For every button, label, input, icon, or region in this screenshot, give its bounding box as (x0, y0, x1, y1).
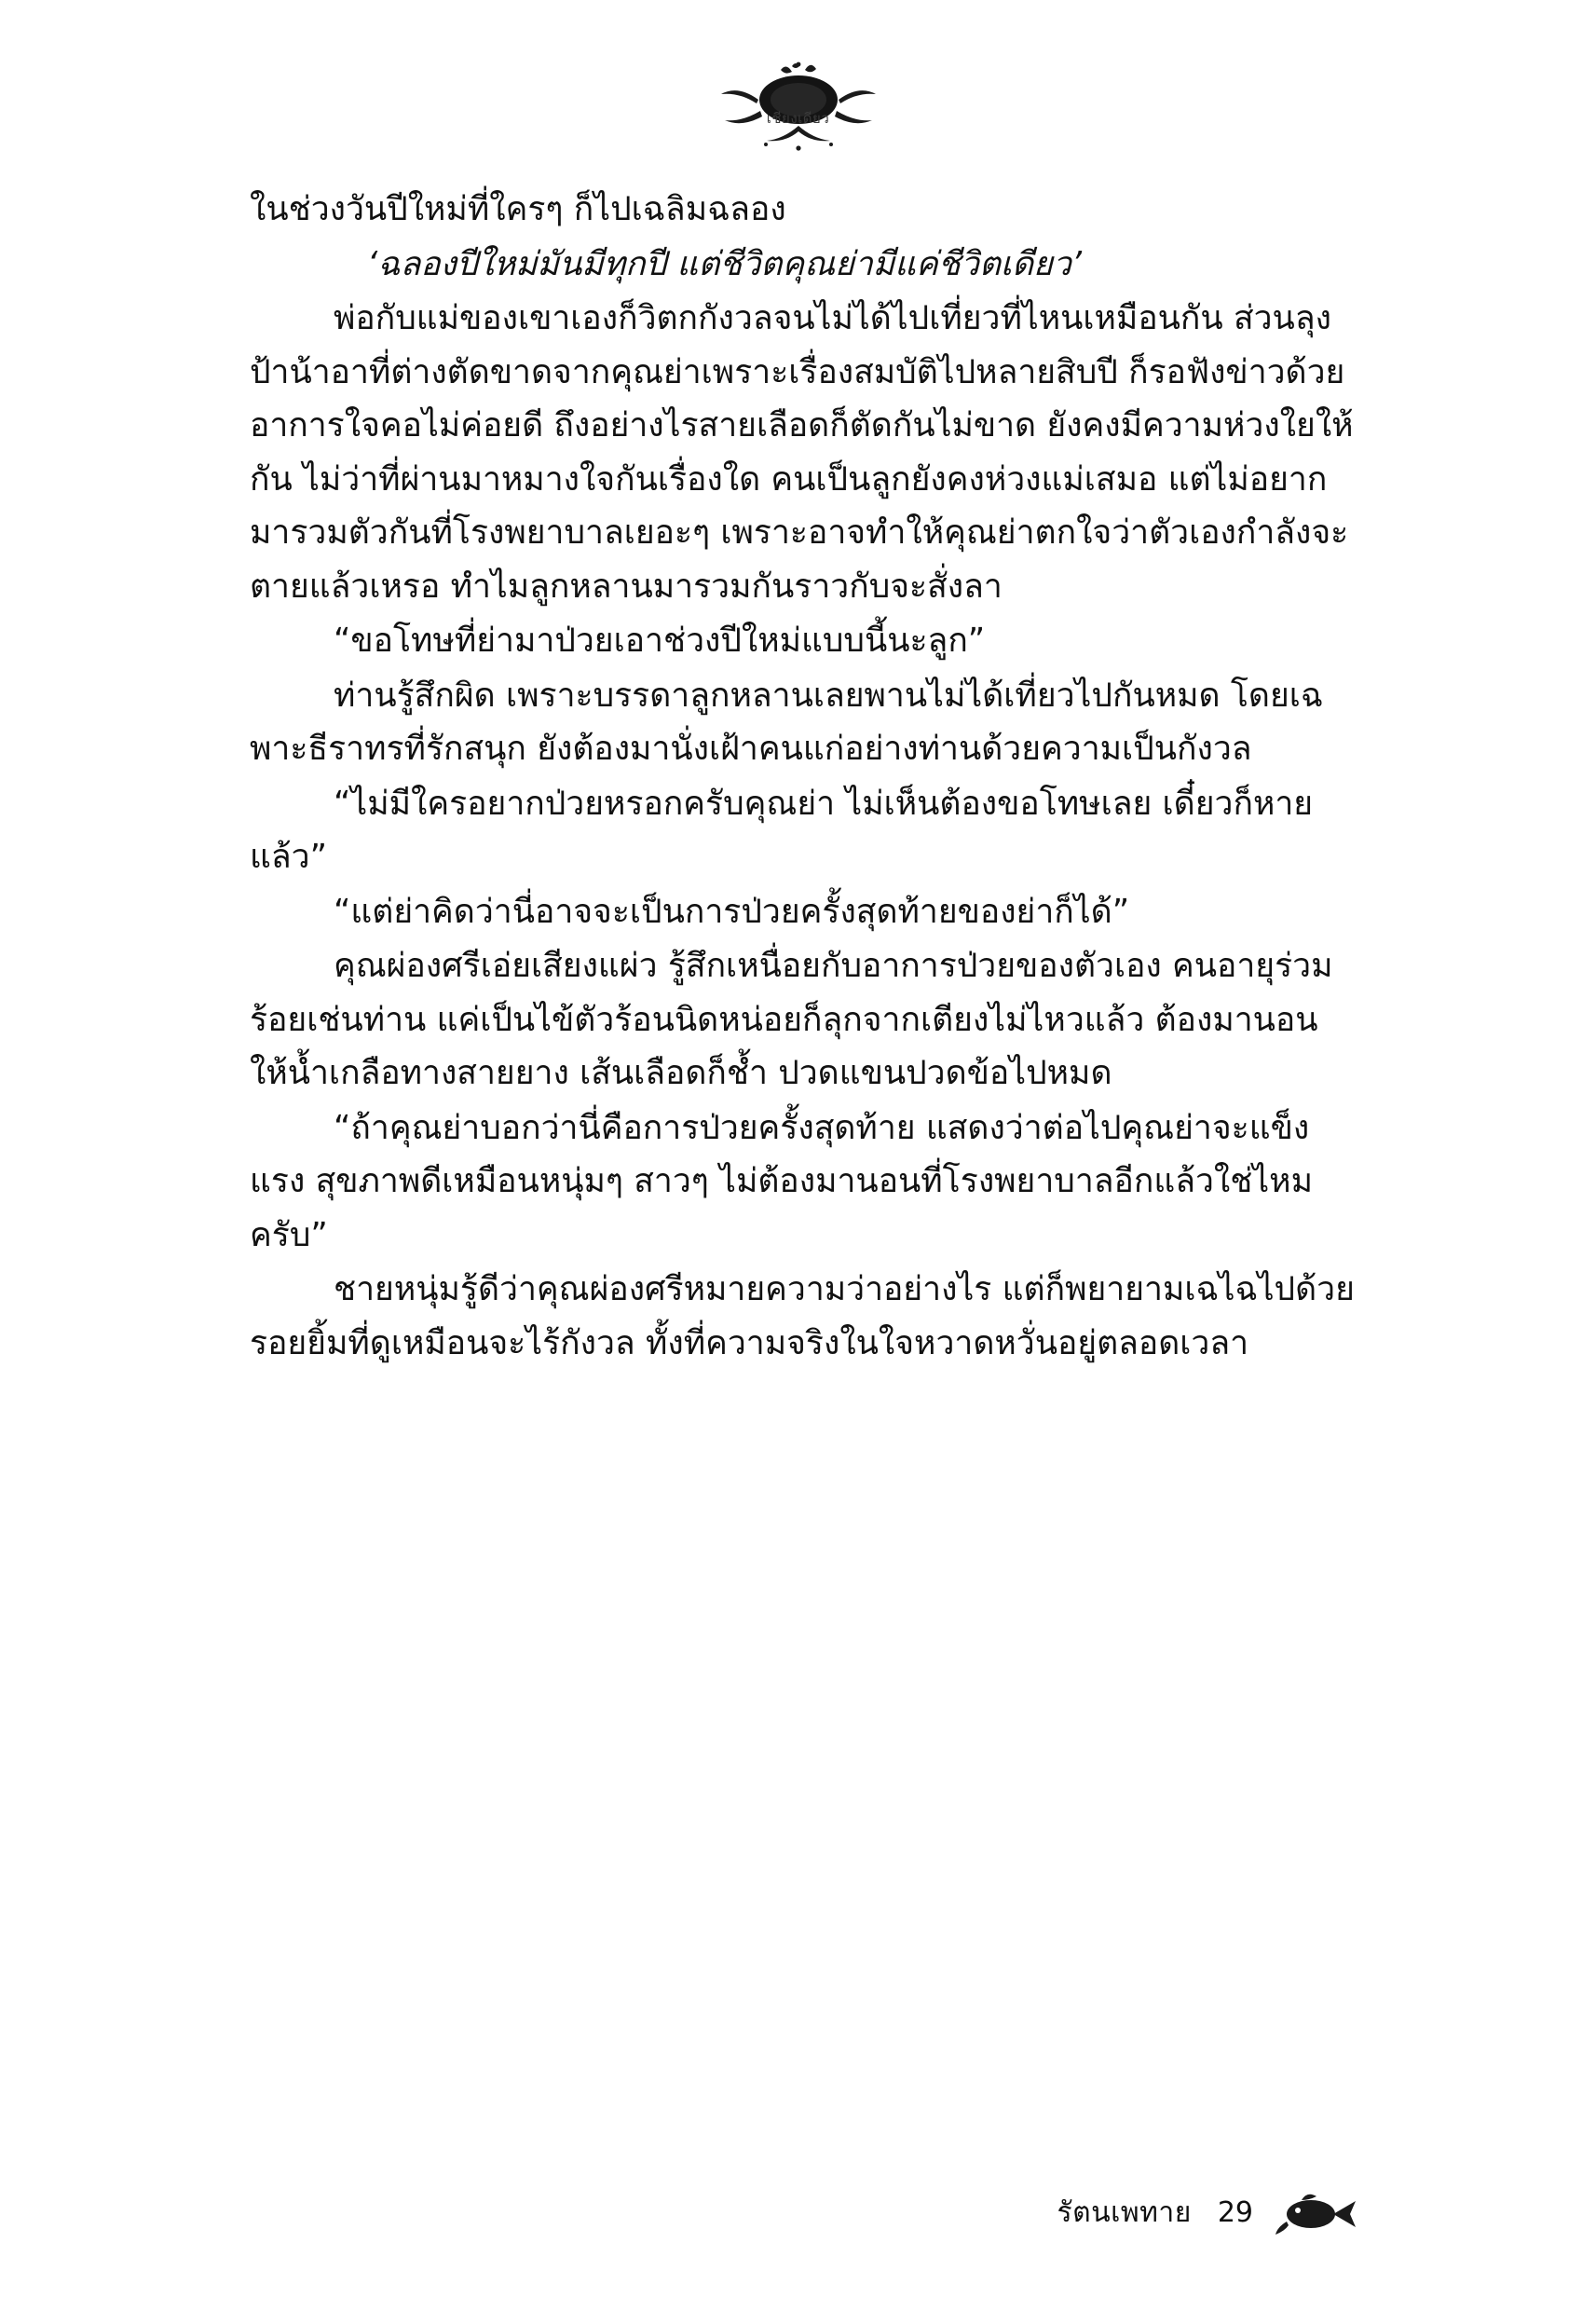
book-title: รัตนเพทาย (1057, 2195, 1192, 2229)
paragraph-dialogue: “ถ้าคุณย่าบอกว่านี่คือการป่วยครั้งสุดท้าย แสดงว่าต่อไปคุณย่าจะแข็งแรง สุขภาพดีเหมือนหนุ่มๆ สาวๆ ไม่ต้องมานอนที่โรงพยาบาลอีกแล้วใช่ไหมครับ” (250, 1108, 1313, 1254)
page-footer (1057, 2186, 1363, 2238)
paragraph-dialogue: “แต่ย่าคิดว่านี่อาจจะเป็นการป่วยครั้งสุดท้ายของย่าก็ได้” (334, 892, 1130, 931)
page-header (0, 56, 1596, 158)
paragraph: ท่านรู้สึกผิด เพราะบรรดาลูกหลานเลยพานไม่ได้เที่ยวไปกันหมด โดยเฉพาะธีราทรที่รักสนุก ยังต้องมานั่งเฝ้าคนแก่อย่างท่านด้วยความเป็นกังวล (250, 676, 1324, 768)
paragraph: คุณผ่องศรีเอ่ยเสียงแผ่ว รู้สึกเหนื่อยกับอาการป่วยของตัวเอง คนอายุร่วมร้อยเช่นท่าน แค่เป็นไข้ตัวร้อนนิดหน่อยก็ลุกจากเตียงไม่ไหวแล้ว ต้องมานอนให้น้ำเกลือทางสายยาง เส้นเลือดก็ช้ำ ปวดแขนปวดข้อไปหมด (250, 947, 1333, 1092)
paragraph: ในช่วงวันปีใหม่ที่ใครๆ ก็ไปเฉลิมฉลอง (250, 190, 786, 228)
paragraph-dialogue: “ไม่มีใครอยากป่วยหรอกครับคุณย่า ไม่เห็นต้องขอโทษเลย เดี๋ยวก็หายแล้ว” (250, 784, 1314, 876)
page-number: 29 (1217, 2195, 1253, 2229)
ornament-label: เชียงเดียว (766, 109, 830, 127)
paragraph: ชายหนุ่มรู้ดีว่าคุณผ่องศรีหมายความว่าอย่างไร แต่ก็พยายามเฉไฉไปด้วยรอยยิ้มที่ดูเหมือนจะไร้กังวล ทั้งที่ความจริงในใจหวาดหวั่นอยู่ตลอดเวลา (250, 1270, 1355, 1362)
paragraph-dialogue: “ขอโทษที่ย่ามาป่วยเอาช่วงปีใหม่แบบนี้นะลูก” (334, 622, 986, 660)
floral-ornament-icon (710, 59, 887, 157)
fish-ornament-icon (1274, 2188, 1363, 2240)
paragraph: พ่อกับแม่ของเขาเองก็วิตกกังวลจนไม่ได้ไปเที่ยวที่ไหนเหมือนกัน ส่วนลุงป้าน้าอาที่ต่างตัดขาดจากคุณย่าเพราะเรื่องสมบัติไปหลายสิบปี ก็รอฟังข่าวด้วยอาการใจคอไม่ค่อยดี ถึงอย่างไรสายเลือดก็ตัดกันไม่ขาด ยังคงมีความห่วงใยให้กัน ไม่ว่าที่ผ่านมาหมางใจกันเรื่องใด คนเป็นลูกยังคงห่วงแม่เสมอ แต่ไม่อยากมารวมตัวกันที่โรงพยาบาลเยอะๆ เพราะอาจทำให้คุณย่าตกใจว่าตัวเองกำลังจะตายแล้วเหรอ ทำไมลูกหลานมารวมกันราวกับจะสั่งลา (250, 299, 1354, 606)
page-body (250, 183, 1356, 1371)
paragraph-quote: ‘ฉลองปีใหม่มันมีทุกปี แต่ชีวิตคุณย่ามีแค่ชีวิตเดียว’ (367, 244, 1083, 283)
